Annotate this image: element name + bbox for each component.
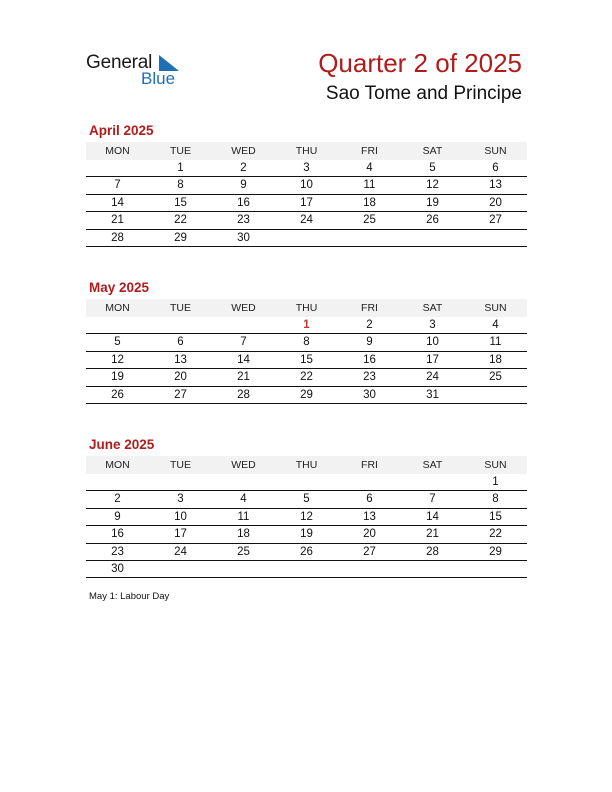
day-cell: 17 xyxy=(300,196,313,209)
day-cell: 8 xyxy=(492,493,499,506)
country-name: Sao Tome and Principe xyxy=(325,83,522,104)
day-cell: 18 xyxy=(489,353,502,366)
day-cell: 28 xyxy=(237,388,250,401)
month-title: April 2025 xyxy=(89,123,154,138)
day-cell: 27 xyxy=(174,388,187,401)
day-cell: 23 xyxy=(111,545,124,558)
day-cell xyxy=(212,317,275,333)
day-cell: 23 xyxy=(363,371,376,384)
day-cell: 10 xyxy=(300,179,313,192)
day-cell: 12 xyxy=(426,179,439,192)
week-row xyxy=(86,509,527,526)
day-cell xyxy=(86,474,149,490)
week-row xyxy=(86,387,527,404)
day-cell: 13 xyxy=(363,510,376,523)
weekday-label: THU xyxy=(295,302,318,314)
day-cell: 25 xyxy=(489,371,502,384)
day-cell: 12 xyxy=(300,510,313,523)
month-block-may xyxy=(86,279,527,404)
day-cell: 1 xyxy=(492,476,499,488)
day-cell: 6 xyxy=(177,336,184,349)
day-cell: 16 xyxy=(237,196,250,209)
day-cell: 21 xyxy=(426,528,439,541)
weekday-label: TUE xyxy=(170,302,191,314)
day-cell: 22 xyxy=(174,214,187,227)
day-cell: 11 xyxy=(237,510,250,523)
logo-text-general: General xyxy=(86,52,153,73)
week-row xyxy=(86,160,527,177)
day-cell: 12 xyxy=(111,353,124,366)
day-cell: 2 xyxy=(114,493,121,506)
day-cell xyxy=(212,561,275,577)
week-row xyxy=(86,230,527,247)
day-cell: 5 xyxy=(303,493,310,506)
day-cell: 4 xyxy=(492,319,499,331)
weekday-label: FRI xyxy=(361,459,378,471)
day-cell: 11 xyxy=(363,179,376,192)
day-cell xyxy=(275,474,338,490)
day-cell: 18 xyxy=(363,196,376,209)
day-cell: 9 xyxy=(240,179,247,192)
week-rows xyxy=(86,317,527,404)
weekday-label: FRI xyxy=(361,145,378,157)
day-cell: 29 xyxy=(489,545,502,558)
day-cell: 27 xyxy=(489,214,502,227)
day-cell: 16 xyxy=(363,353,376,366)
day-cell: 6 xyxy=(366,493,373,506)
weekday-label: WED xyxy=(231,145,256,157)
day-cell: 29 xyxy=(300,388,313,401)
day-cell xyxy=(149,561,212,577)
logo-text-blue: Blue xyxy=(141,69,176,88)
day-cell: 4 xyxy=(366,162,373,174)
day-cell: 26 xyxy=(111,388,124,401)
month-title: June 2025 xyxy=(89,437,155,452)
day-cell xyxy=(401,561,464,577)
weekday-header xyxy=(86,299,527,317)
day-cell xyxy=(401,230,464,246)
day-cell: 29 xyxy=(174,231,187,244)
weekday-label: MON xyxy=(105,459,130,471)
weekday-label: SUN xyxy=(484,302,507,314)
weekday-label: MON xyxy=(105,145,130,157)
week-row xyxy=(86,334,527,351)
day-cell: 6 xyxy=(492,162,499,174)
week-row xyxy=(86,212,527,229)
day-cell: 27 xyxy=(363,545,376,558)
day-cell: 3 xyxy=(177,493,184,506)
week-row xyxy=(86,526,527,543)
day-cell: 5 xyxy=(114,336,121,349)
day-cell xyxy=(86,317,149,333)
day-cell: 1 xyxy=(177,162,184,174)
day-cell: 19 xyxy=(426,196,439,209)
day-cell: 14 xyxy=(237,353,250,366)
generalblue-logo xyxy=(86,51,196,91)
week-row xyxy=(86,352,527,369)
day-cell xyxy=(464,230,527,246)
day-cell: 15 xyxy=(489,510,502,523)
weekday-label: TUE xyxy=(170,145,191,157)
day-cell: 14 xyxy=(426,510,439,523)
day-cell xyxy=(338,230,401,246)
day-cell: 26 xyxy=(300,545,313,558)
day-cell: 13 xyxy=(489,179,502,192)
day-cell: 11 xyxy=(489,336,502,349)
day-cell: 24 xyxy=(300,214,313,227)
weekday-label: WED xyxy=(231,459,256,471)
day-cell: 10 xyxy=(426,336,439,349)
day-cell xyxy=(149,317,212,333)
day-cell xyxy=(464,387,527,403)
day-cell: 22 xyxy=(489,528,502,541)
day-cell: 14 xyxy=(111,196,124,209)
day-cell xyxy=(464,561,527,577)
day-cell xyxy=(401,474,464,490)
quarter-title: Quarter 2 of 2025 xyxy=(318,48,522,78)
week-row xyxy=(86,317,527,334)
weekday-label: MON xyxy=(105,302,130,314)
weekday-label: SUN xyxy=(484,459,507,471)
day-cell: 4 xyxy=(240,493,247,506)
day-cell: 30 xyxy=(111,562,124,575)
day-cell: 15 xyxy=(300,353,313,366)
day-cell: 2 xyxy=(240,162,247,174)
day-cell: 21 xyxy=(237,371,250,384)
day-cell: 8 xyxy=(303,336,310,349)
weekday-label: WED xyxy=(231,302,256,314)
day-cell xyxy=(86,160,149,176)
month-block-april xyxy=(86,122,527,247)
month-block-june xyxy=(86,436,527,578)
day-cell: 20 xyxy=(174,371,187,384)
month-title: May 2025 xyxy=(89,280,150,295)
weekday-label: SAT xyxy=(422,302,443,314)
day-cell: 10 xyxy=(174,510,187,523)
week-row xyxy=(86,561,527,578)
day-cell: 21 xyxy=(111,214,124,227)
day-cell: 7 xyxy=(114,179,121,192)
weekday-label: THU xyxy=(295,459,318,471)
day-cell: 2 xyxy=(366,319,373,331)
week-row xyxy=(86,474,527,491)
day-cell: 18 xyxy=(237,528,250,541)
day-cell: 20 xyxy=(363,528,376,541)
day-cell xyxy=(338,474,401,490)
weekday-header xyxy=(86,456,527,474)
weekday-label: THU xyxy=(295,145,318,157)
day-cell: 8 xyxy=(177,179,184,192)
day-cell: 31 xyxy=(426,388,439,401)
week-row xyxy=(86,369,527,386)
week-row xyxy=(86,491,527,508)
day-cell: 3 xyxy=(429,319,436,331)
day-cell: 9 xyxy=(366,336,373,349)
weekday-header xyxy=(86,142,527,160)
day-cell: 17 xyxy=(174,528,187,541)
day-cell xyxy=(149,474,212,490)
holiday-note: May 1: Labour Day xyxy=(89,591,170,602)
day-cell xyxy=(212,474,275,490)
day-cell: 23 xyxy=(237,214,250,227)
day-cell: 30 xyxy=(363,388,376,401)
day-cell xyxy=(275,561,338,577)
day-cell: 25 xyxy=(237,545,250,558)
day-cell: 16 xyxy=(111,528,124,541)
weekday-label: TUE xyxy=(170,459,191,471)
day-cell: 24 xyxy=(174,545,187,558)
day-cell: 24 xyxy=(426,371,439,384)
day-cell: 22 xyxy=(300,371,313,384)
day-cell: 28 xyxy=(426,545,439,558)
weekday-label: FRI xyxy=(361,302,378,314)
day-cell: 28 xyxy=(111,231,124,244)
day-cell: 5 xyxy=(429,162,436,174)
day-cell: 20 xyxy=(489,196,502,209)
day-cell: 15 xyxy=(174,196,187,209)
day-cell xyxy=(338,561,401,577)
day-cell: 19 xyxy=(111,371,124,384)
day-cell: 3 xyxy=(303,162,310,174)
day-cell: 7 xyxy=(240,336,247,349)
weekday-label: SAT xyxy=(422,459,443,471)
week-row xyxy=(86,544,527,561)
week-row xyxy=(86,195,527,212)
day-cell xyxy=(275,230,338,246)
weekday-label: SAT xyxy=(422,145,443,157)
week-rows xyxy=(86,160,527,247)
day-cell: 26 xyxy=(426,214,439,227)
day-cell: 13 xyxy=(174,353,187,366)
week-row xyxy=(86,177,527,194)
week-rows xyxy=(86,474,527,578)
day-cell: 25 xyxy=(363,214,376,227)
day-cell: 7 xyxy=(429,493,436,506)
day-cell: 30 xyxy=(237,231,250,244)
day-cell-holiday: 1 xyxy=(303,319,310,331)
day-cell: 9 xyxy=(114,510,121,523)
weekday-label: SUN xyxy=(484,145,507,157)
day-cell: 19 xyxy=(300,528,313,541)
day-cell: 17 xyxy=(426,353,439,366)
